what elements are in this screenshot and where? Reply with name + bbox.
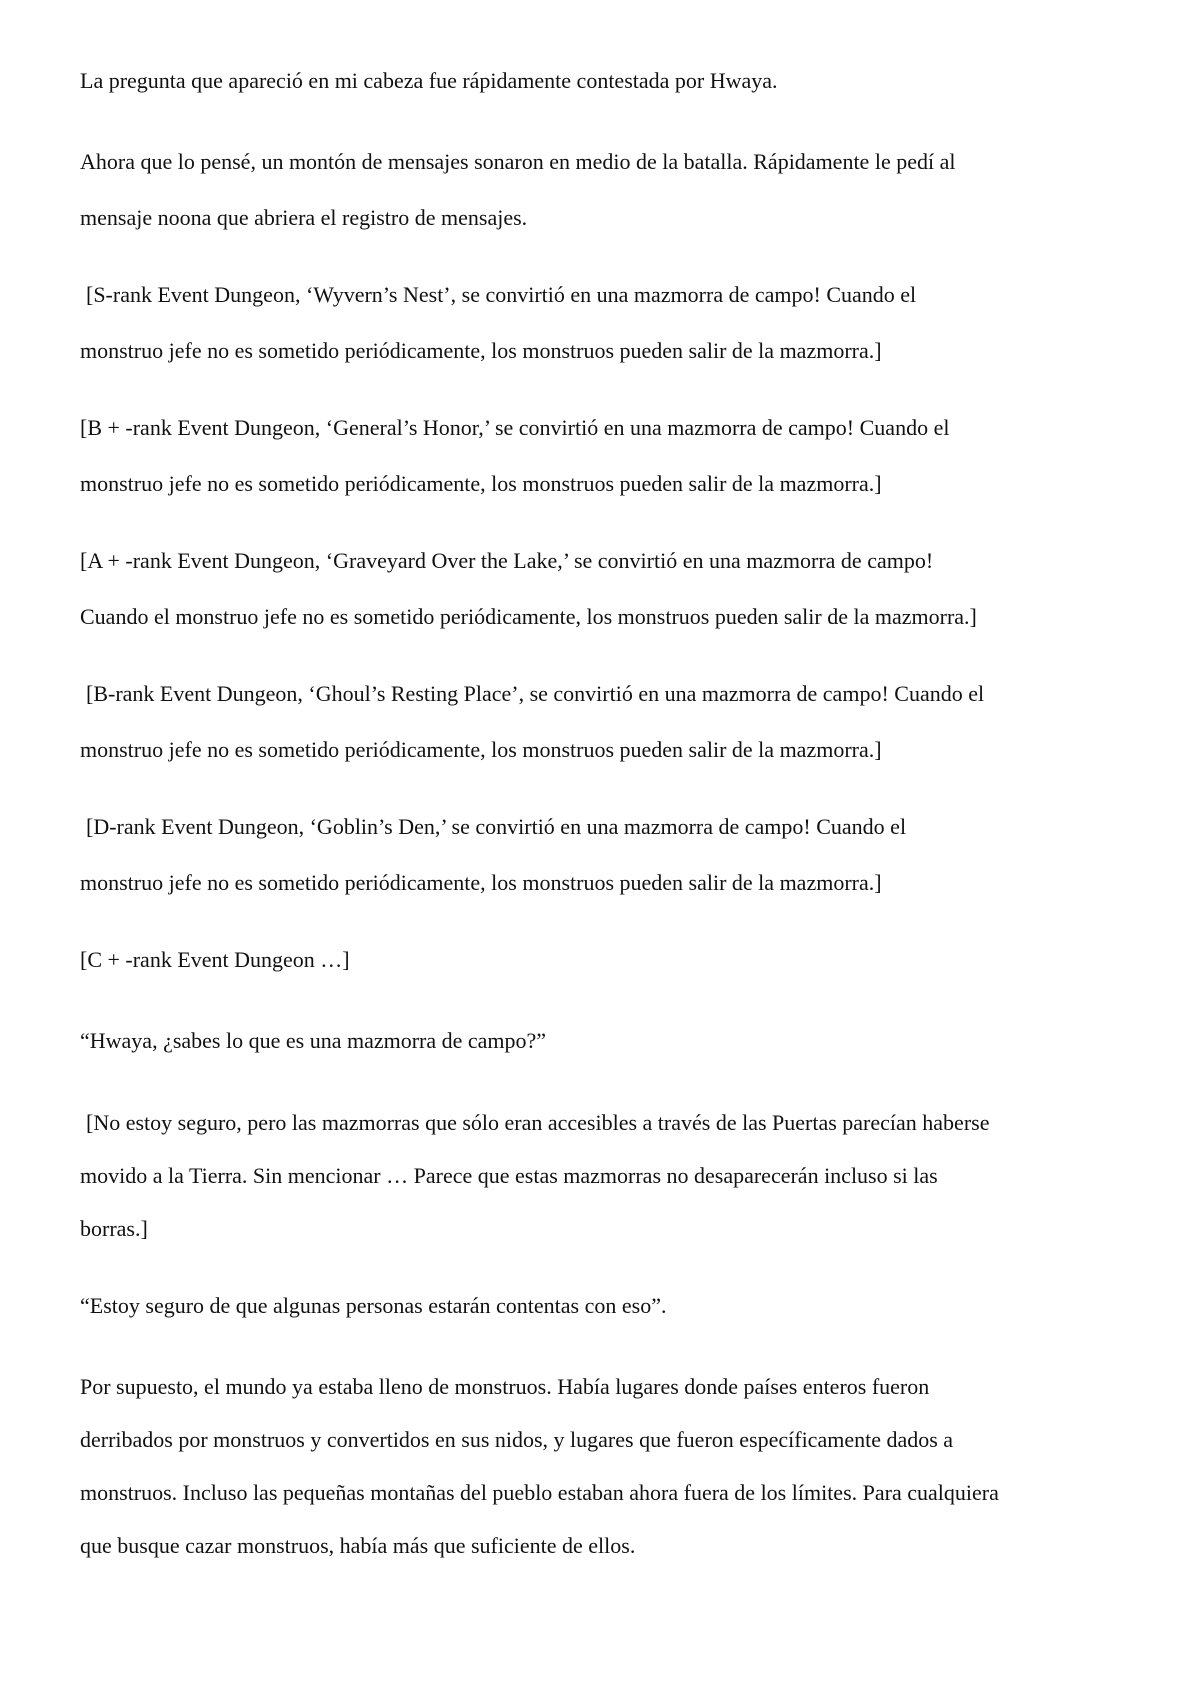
text-line: que busque cazar monstruos, había más que suficiente de ellos.: [80, 1533, 636, 1558]
text-line: [S-rank Event Dungeon, ‘Wyvern’s Nest’, se convirtió en una mazmorra de campo! Cuando el: [86, 282, 917, 307]
text-line: [A + -rank Event Dungeon, ‘Graveyard Over the Lake,’ se convirtió en una mazmorra de campo!: [80, 548, 934, 573]
text-line: “Estoy seguro de que algunas personas estarán contentas con eso”.: [80, 1293, 667, 1318]
text-line: [D-rank Event Dungeon, ‘Goblin’s Den,’ se convirtió en una mazmorra de campo! Cuando el: [86, 814, 907, 839]
text-line: Por supuesto, el mundo ya estaba lleno de monstruos. Había lugares donde países enteros fueron: [80, 1374, 930, 1399]
text-line: monstruo jefe no es sometido periódicamente, los monstruos pueden salir de la mazmorra.]: [80, 737, 882, 762]
text-line: monstruo jefe no es sometido periódicamente, los monstruos pueden salir de la mazmorra.]: [80, 471, 882, 496]
text-line: monstruos. Incluso las pequeñas montañas del pueblo estaban ahora fuera de los límites. Para cualquiera: [80, 1480, 999, 1505]
text-line: [B + -rank Event Dungeon, ‘General’s Honor,’ se convirtió en una mazmorra de campo! Cuando el: [80, 415, 950, 440]
text-line: Cuando el monstruo jefe no es sometido periódicamente, los monstruos pueden salir de la mazmorra.]: [80, 604, 977, 629]
text-line: derribados por monstruos y convertidos en sus nidos, y lugares que fueron específicamente dados a: [80, 1427, 954, 1452]
text-line: La pregunta que apareció en mi cabeza fue rápidamente contestada por Hwaya.: [80, 68, 778, 93]
text-line: Ahora que lo pensé, un montón de mensajes sonaron en medio de la batalla. Rápidamente le pedí al: [80, 149, 956, 174]
text-line: borras.]: [80, 1216, 148, 1241]
text-line: monstruo jefe no es sometido periódicamente, los monstruos pueden salir de la mazmorra.]: [80, 338, 882, 363]
text-line: [B-rank Event Dungeon, ‘Ghoul’s Resting Place’, se convirtió en una mazmorra de campo! Cuando el: [86, 681, 985, 706]
text-line: movido a la Tierra. Sin mencionar … Parece que estas mazmorras no desaparecerán incluso si las: [80, 1163, 938, 1188]
text-line: mensaje noona que abriera el registro de mensajes.: [80, 205, 528, 230]
text-line: “Hwaya, ¿sabes lo que es una mazmorra de campo?”: [80, 1028, 547, 1053]
text-line: [C + -rank Event Dungeon …]: [80, 947, 350, 972]
text-line: [No estoy seguro, pero las mazmorras que sólo eran accesibles a través de las Puertas parecían haberse: [86, 1110, 990, 1135]
text-line: monstruo jefe no es sometido periódicamente, los monstruos pueden salir de la mazmorra.]: [80, 870, 882, 895]
